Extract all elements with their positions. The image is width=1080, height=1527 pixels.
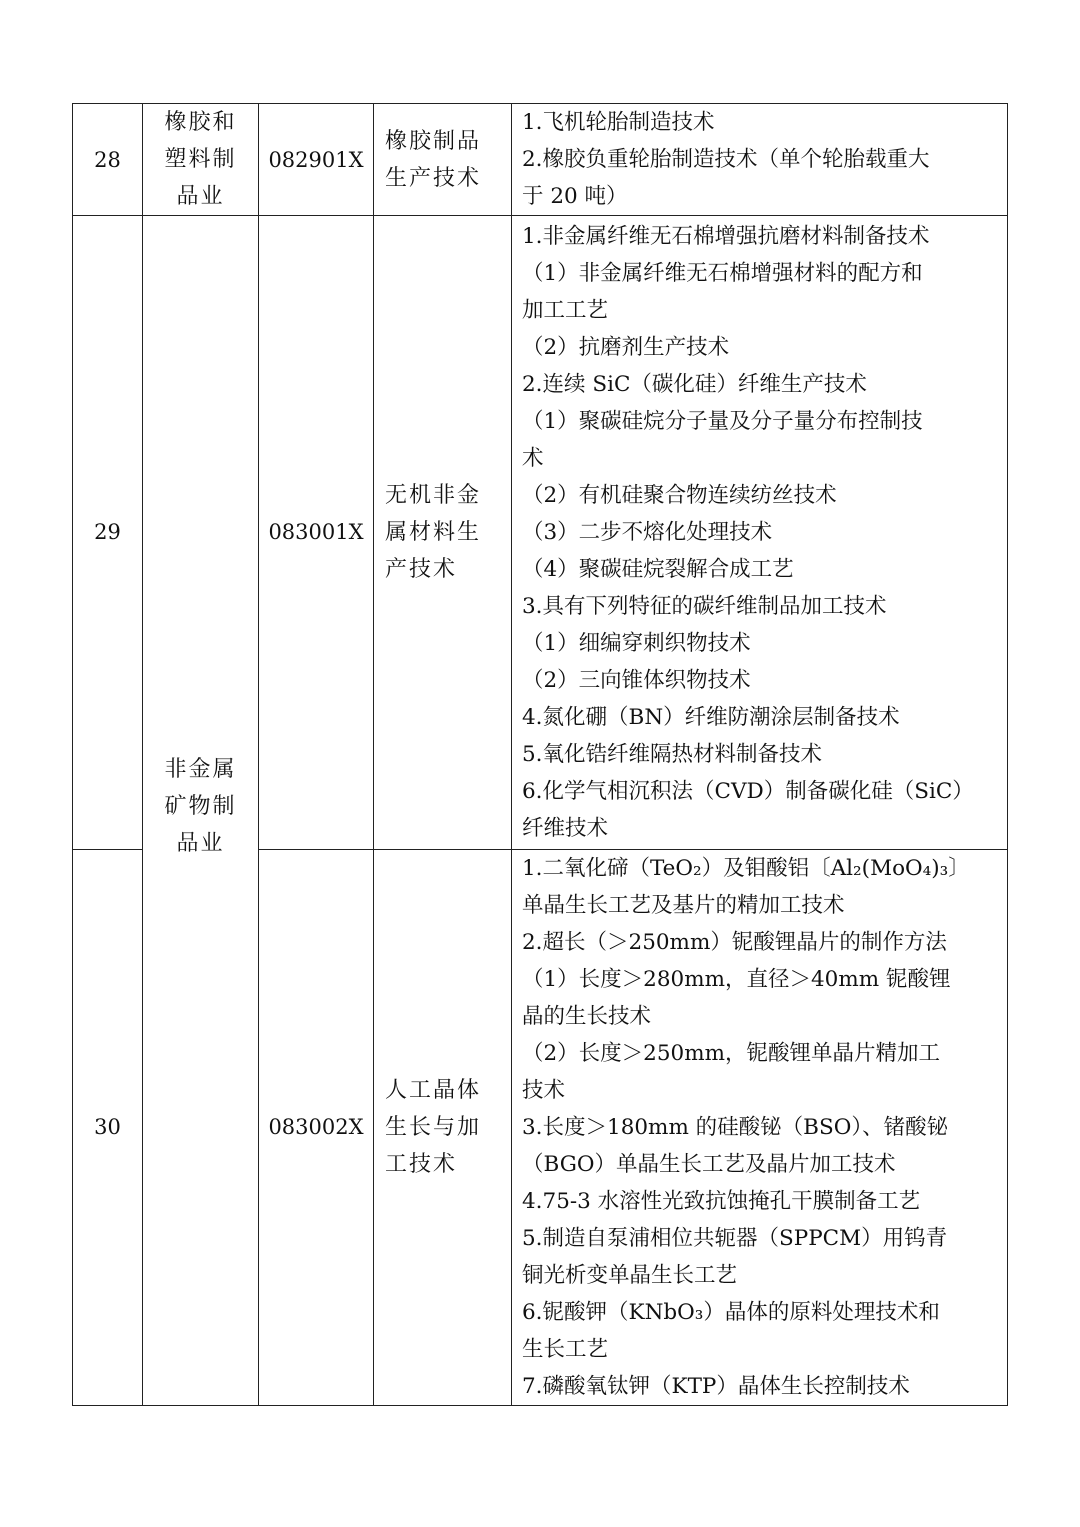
industry-cell xyxy=(143,216,259,1406)
code-cell: 082901X xyxy=(259,104,374,216)
list-item: （1）细编穿刺织物技术 xyxy=(522,630,751,656)
list-item: （4）聚碳硅烷裂解合成工艺 xyxy=(522,556,794,582)
category-cell xyxy=(374,216,512,850)
list-item: 生长工艺 xyxy=(522,1336,609,1362)
industry-line: 品业 xyxy=(176,184,225,209)
category-line: 无机非金 xyxy=(385,482,482,508)
list-item: （1）非金属纤维无石棉增强材料的配方和 xyxy=(522,260,923,286)
row-number: 30 xyxy=(73,849,143,1405)
list-item: 6.化学气相沉积法（CVD）制备碳化硅（SiC） xyxy=(522,778,974,804)
list-item: 4.75-3 水溶性光致抗蚀掩孔干膜制备工艺 xyxy=(522,1188,921,1214)
list-item: 3.具有下列特征的碳纤维制品加工技术 xyxy=(522,593,887,619)
list-item: 晶的生长技术 xyxy=(522,1003,652,1029)
row-number: 29 xyxy=(73,216,143,850)
list-item: 单晶生长工艺及基片的精加工技术 xyxy=(522,892,845,918)
list-item: 5.氧化锆纤维隔热材料制备技术 xyxy=(522,741,823,767)
list-item: 5.制造自泵浦相位共轭器（SPPCM）用钨青 xyxy=(522,1225,948,1251)
list-item: 于 20 吨） xyxy=(522,184,628,209)
list-item: （1）长度＞280mm，直径＞40mm 铌酸锂 xyxy=(522,966,951,992)
row-number: 28 xyxy=(73,104,143,216)
list-item: （2）三向锥体织物技术 xyxy=(522,667,751,693)
code-cell: 083002X xyxy=(259,849,374,1405)
list-item: 2.超长（＞250mm）铌酸锂晶片的制作方法 xyxy=(522,929,947,955)
industry-line: 矿物制 xyxy=(164,794,237,819)
category-line: 人工晶体 xyxy=(385,1077,482,1103)
items-cell xyxy=(512,104,1008,216)
category-line: 工技术 xyxy=(385,1151,458,1177)
table-row xyxy=(73,104,1008,216)
industry-line: 品业 xyxy=(176,831,225,856)
list-item: 纤维技术 xyxy=(522,815,609,841)
list-item: 1.飞机轮胎制造技术 xyxy=(522,110,715,135)
category-cell xyxy=(374,104,512,216)
list-item: 术 xyxy=(522,445,544,471)
list-item: （BGO）单晶生长工艺及晶片加工技术 xyxy=(522,1151,896,1177)
technology-table xyxy=(72,103,1008,1406)
list-item: 加工工艺 xyxy=(522,297,609,323)
category-line: 属材料生 xyxy=(385,519,482,545)
list-item: （2）长度＞250mm，铌酸锂单晶片精加工 xyxy=(522,1040,940,1066)
list-item: （2）抗磨剂生产技术 xyxy=(522,334,730,360)
category-line: 橡胶制品 xyxy=(385,128,482,154)
category-line: 产技术 xyxy=(385,556,458,582)
items-cell xyxy=(512,849,1008,1405)
list-item: 1.非金属纤维无石棉增强抗磨材料制备技术 xyxy=(522,223,930,249)
list-item: 4.氮化硼（BN）纤维防潮涂层制备技术 xyxy=(522,704,900,730)
code-cell: 083001X xyxy=(259,216,374,850)
list-item: （3）二步不熔化处理技术 xyxy=(522,519,773,545)
industry-line: 塑料制 xyxy=(164,147,237,172)
industry-line: 橡胶和 xyxy=(164,110,237,135)
list-item: 技术 xyxy=(522,1077,566,1103)
table-row xyxy=(73,216,1008,850)
list-item: （2）有机硅聚合物连续纺丝技术 xyxy=(522,482,837,508)
list-item: 2.连续 SiC（碳化硅）纤维生产技术 xyxy=(522,371,867,397)
list-item: （1）聚碳硅烷分子量及分子量分布控制技 xyxy=(522,408,923,434)
category-line: 生长与加 xyxy=(385,1114,482,1140)
industry-line: 非金属 xyxy=(164,757,237,782)
category-line: 生产技术 xyxy=(385,165,482,191)
list-item: 3.长度＞180mm 的硅酸铋（BSO）、锗酸铋 xyxy=(522,1114,949,1140)
list-item: 2.橡胶负重轮胎制造技术（单个轮胎载重大 xyxy=(522,147,930,172)
items-cell xyxy=(512,216,1008,850)
list-item: 铜光析变单晶生长工艺 xyxy=(522,1262,738,1288)
list-item: 7.磷酸氧钛钾（KTP）晶体生长控制技术 xyxy=(522,1373,910,1399)
industry-cell xyxy=(143,104,259,216)
list-item: 6.铌酸钾（KNbO₃）晶体的原料处理技术和 xyxy=(522,1299,940,1325)
category-cell xyxy=(374,849,512,1405)
list-item: 1.二氧化碲（TeO₂）及钼酸铝〔Al₂(MoO₄)₃〕 xyxy=(522,855,970,881)
